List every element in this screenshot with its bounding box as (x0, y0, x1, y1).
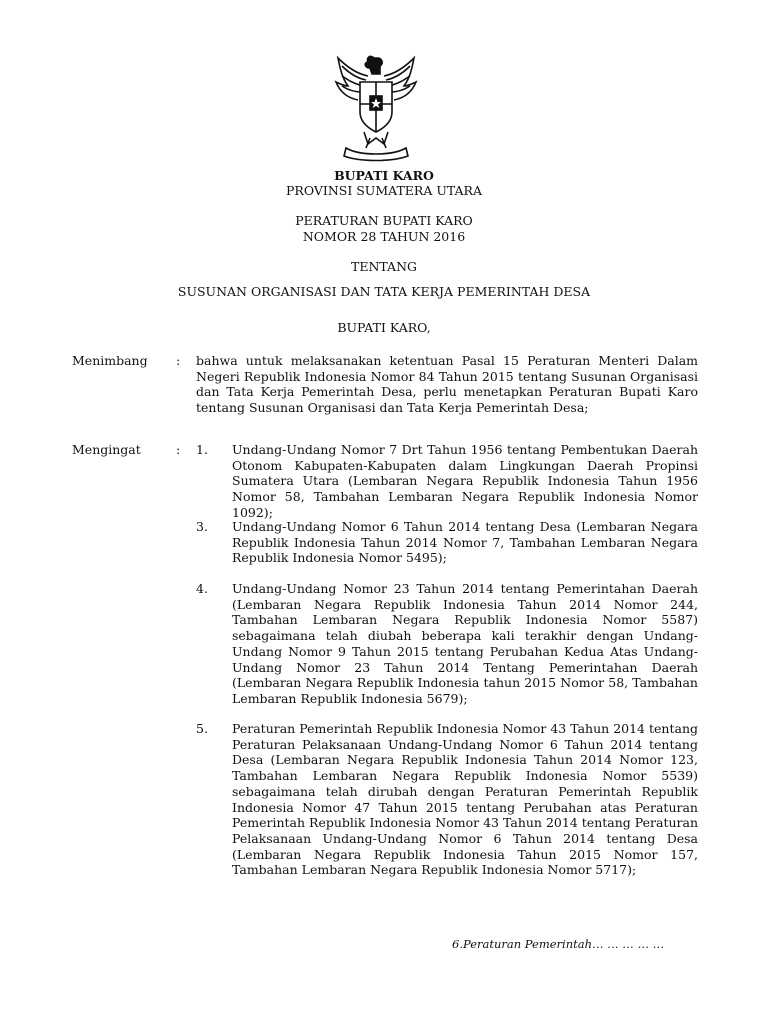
about-heading: TENTANG (350, 259, 417, 274)
regulation-subject: SUSUNAN ORGANISASI DAN TATA KERJA PEMERINTAH DESA (177, 284, 591, 299)
list-item-number: 3. (196, 519, 208, 534)
mengingat-label: Mengingat (72, 442, 141, 457)
regent-title: BUPATI KARO (334, 168, 434, 183)
regulation-title: PERATURAN BUPATI KARO (295, 213, 473, 228)
list-item-number: 5. (196, 721, 208, 736)
page-continuation-note: 6.Peraturan Pemerintah… … … … … (452, 937, 665, 951)
list-item-text: Undang-Undang Nomor 7 Drt Tahun 1956 tentang Pembentukan Daerah Otonom Kabupaten-Kabupaten dalam Lingkungan Daerah Propinsi Sumatera Utara (Lembaran Negara Republik Indonesia Tahun 1956 Nomor 58, Tambahan Lembaran Negara Republik Indonesia Nomor 1092); (232, 442, 698, 520)
list-item-number: 4. (196, 581, 208, 596)
garuda-emblem-icon (330, 52, 422, 164)
list-item-text: Undang-Undang Nomor 23 Tahun 2014 tentang Pemerintahan Daerah (Lembaran Negara Republik Indonesia Tahun 2014 Nomor 244, Tambahan Lembaran Negara Republik Indonesia Nomor 5587) sebagaimana telah diubah beberapa kali terakhir dengan Undang-Undang Nomor 9 Tahun 2015 tentang Perubahan Kedua Atas Undang-Undang Nomor 23 Tahun 2014 Tentang Pemerintahan Daerah (Lembaran Negara Republik Indonesia tahun 2015 Nomor 58, Tambahan Lembaran Republik Indonesia 5679); (232, 581, 698, 706)
list-item-number: 1. (196, 442, 208, 457)
list-item-text: Peraturan Pemerintah Republik Indonesia Nomor 43 Tahun 2014 tentang Peraturan Pelaksanaan Undang-Undang Nomor 6 Tahun 2014 tentang Desa (Lembaran Negara Republik Indonesia Tahun 2014 Nomor 123, Tambahan Lembaran Negara Republik Indonesia Nomor 5539) sebagaimana telah dirubah dengan Peraturan Pemerintah Republik Indonesia Nomor 47 Tahun 2015 tentang Perubahan atas Peraturan Pemerintah Republik Indonesia Nomor 43 Tahun 2014 tentang Peraturan Pelaksanaan Undang-Undang Nomor 6 Tahun 2014 tentang Desa (Lembaran Negara Republik Indonesia Tahun 2015 Nomor 157, Tambahan Lembaran Negara Republik Indonesia Nomor 5717); (232, 721, 698, 878)
menimbang-label: Menimbang (72, 353, 148, 368)
issuer-heading: BUPATI KARO, (337, 320, 431, 335)
province-name: PROVINSI SUMATERA UTARA (286, 183, 482, 198)
list-item-text: Undang-Undang Nomor 6 Tahun 2014 tentang Desa (Lembaran Negara Republik Indonesia Tahun 2014 Nomor 7, Tambahan Lembaran Negara Republik Indonesia Nomor 5495); (232, 519, 698, 566)
mengingat-colon: : (176, 442, 181, 457)
menimbang-text: bahwa untuk melaksanakan ketentuan Pasal 15 Peraturan Menteri Dalam Negeri Republik Indonesia Nomor 84 Tahun 2015 tentang Susunan Organisasi dan Tata Kerja Pemerintah Desa, perlu menetapkan Peraturan Bupati Karo tentang Susunan Organisasi dan Tata Kerja Pemerintah Desa; (196, 353, 698, 416)
regulation-number: NOMOR 28 TAHUN 2016 (302, 229, 466, 244)
menimbang-colon: : (176, 353, 181, 368)
